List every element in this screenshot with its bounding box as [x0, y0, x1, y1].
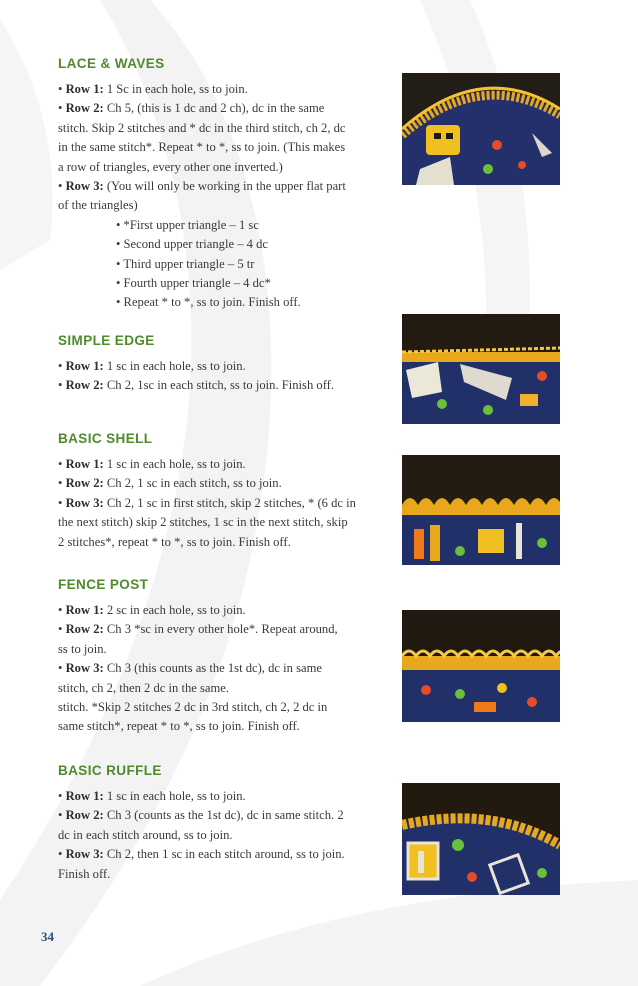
instruction-line: [58, 80, 388, 99]
instruction-line: [58, 659, 388, 678]
instruction-line: [58, 196, 388, 215]
instruction-text: Ch 2, then 1 sc in each stitch around, ss to join.: [103, 847, 345, 862]
bullet: •: [58, 378, 66, 393]
row-label: Row 2:: [65, 476, 104, 491]
instruction-line: [58, 717, 388, 736]
instruction-text: 2 sc in each hole, ss to join.: [103, 603, 246, 617]
basic-shell-photo: [402, 455, 560, 565]
instruction-text: a row of triangles, every other one inverted.): [58, 159, 283, 174]
instruction-line: [58, 806, 388, 825]
instruction-line: [58, 274, 388, 293]
instruction-text: Finish off.: [58, 866, 111, 881]
bullet: •: [58, 495, 66, 510]
instruction-line: [58, 293, 388, 312]
row-label: Row 1:: [65, 603, 104, 617]
instruction-line: [58, 494, 388, 513]
instruction-line: [58, 826, 388, 845]
row-label: Row 3:: [65, 179, 104, 194]
instruction-text: stitch. Skip 2 stitches and * dc in the third stitch, ch 2, dc: [58, 120, 346, 135]
instruction-text: • Repeat * to *, ss to join. Finish off.: [116, 295, 301, 310]
instruction-line: [58, 620, 388, 639]
bullet: •: [58, 359, 66, 373]
section-fence-post: [58, 577, 388, 737]
instruction-line: [58, 533, 388, 552]
instruction-line: [58, 513, 388, 532]
instruction-text: Ch 5, (this is 1 dc and 2 ch), dc in the same: [103, 101, 325, 116]
instruction-text: • Third upper triangle – 5 tr: [116, 256, 255, 271]
section-title: FENCE POST: [58, 577, 149, 592]
bullet: •: [58, 457, 66, 471]
bullet: •: [58, 622, 66, 637]
instruction-line: [58, 99, 388, 118]
row-label: Row 1:: [65, 82, 104, 96]
instruction-line: [58, 845, 388, 864]
bullet: •: [58, 603, 66, 617]
instruction-text: 1 sc in each hole, ss to join.: [103, 457, 246, 471]
instruction-line: [58, 119, 388, 138]
simple-edge-photo: [402, 314, 560, 424]
row-label: Row 2:: [65, 378, 104, 393]
section-title: SIMPLE EDGE: [58, 333, 155, 348]
row-label: Row 2:: [65, 622, 104, 637]
row-label: Row 3:: [65, 661, 104, 676]
instruction-text: the next stitch) skip 2 stitches, 1 sc in the next stitch, skip: [58, 515, 348, 530]
section-basic-ruffle: [58, 763, 388, 884]
row-label: Row 1:: [65, 457, 104, 471]
instruction-text: (You will only be working in the upper flat part: [103, 179, 346, 194]
instruction-line: [58, 787, 388, 806]
row-label: Row 2:: [65, 808, 104, 823]
instruction-line: [58, 474, 388, 493]
instruction-text: 1 sc in each hole, ss to join.: [103, 789, 246, 803]
instruction-line: [58, 601, 388, 620]
lace-and-waves-photo: [402, 73, 560, 185]
instruction-text: dc in each stitch around, ss to join.: [58, 827, 233, 842]
instruction-text: Ch 2, 1 sc in first stitch, skip 2 stitches, * (6 dc in: [103, 495, 356, 510]
bullet: •: [58, 82, 66, 96]
instruction-line: [58, 698, 388, 717]
instruction-line: [58, 455, 388, 474]
instruction-text: Ch 3 *sc in every other hole*. Repeat around,: [103, 622, 338, 637]
section-simple-edge: [58, 333, 388, 396]
instruction-line: [58, 357, 388, 376]
instruction-text: 1 sc in each hole, ss to join.: [103, 359, 246, 373]
instruction-line: [58, 216, 388, 235]
section-title: BASIC RUFFLE: [58, 763, 162, 778]
instruction-line: [58, 865, 388, 884]
bullet: •: [58, 808, 66, 823]
instruction-text: 2 stitches*, repeat * to *, ss to join. Finish off.: [58, 534, 291, 549]
bullet: •: [58, 476, 66, 491]
instruction-line: [58, 376, 388, 395]
instruction-text: Ch 3 (counts as the 1st dc), dc in same stitch. 2: [103, 808, 344, 823]
instruction-line: [58, 158, 388, 177]
instruction-text: same stitch*, repeat * to *, ss to join. Finish off.: [58, 719, 300, 734]
instruction-text: 1 Sc in each hole, ss to join.: [103, 82, 248, 96]
instruction-text: Ch 3 (this counts as the 1st dc), dc in same: [103, 661, 322, 676]
instruction-text: stitch. *Skip 2 stitches 2 dc in 3rd stitch, ch 2, 2 dc in: [58, 700, 328, 715]
instruction-text: Ch 2, 1 sc in each stitch, ss to join.: [103, 476, 282, 491]
instruction-text: • *First upper triangle – 1 sc: [116, 217, 259, 232]
instruction-text: • Fourth upper triangle – 4 dc*: [116, 276, 271, 291]
basic-ruffle-photo: [402, 783, 560, 895]
instruction-text: • Second upper triangle – 4 dc: [116, 237, 268, 252]
instruction-line: [58, 255, 388, 274]
instruction-line: [58, 138, 388, 157]
fence-post-photo: [402, 610, 560, 722]
instruction-line: [58, 640, 388, 659]
row-label: Row 3:: [65, 847, 104, 862]
row-label: Row 3:: [65, 495, 104, 510]
section-lace-waves: [58, 56, 388, 313]
instruction-line: [58, 679, 388, 698]
bullet: •: [58, 789, 66, 803]
row-label: Row 1:: [65, 789, 104, 803]
bullet: •: [58, 661, 66, 676]
page-number: 34: [41, 929, 54, 944]
section-basic-shell: [58, 431, 388, 552]
instruction-text: in the same stitch*. Repeat * to *, ss to join. (This makes: [58, 140, 346, 155]
instruction-text: ss to join.: [58, 641, 107, 656]
row-label: Row 2:: [65, 101, 104, 116]
row-label: Row 1:: [65, 359, 104, 373]
instruction-text: of the triangles): [58, 198, 138, 213]
bullet: •: [58, 101, 66, 116]
bullet: •: [58, 179, 66, 194]
instruction-line: [58, 177, 388, 196]
section-title: BASIC SHELL: [58, 431, 153, 446]
bullet: •: [58, 847, 66, 862]
instruction-text: stitch, ch 2, then 2 dc in the same.: [58, 680, 230, 695]
section-title: LACE & WAVES: [58, 56, 165, 71]
instruction-text: Ch 2, 1sc in each stitch, ss to join. Finish off.: [103, 378, 335, 393]
instruction-line: [58, 235, 388, 254]
